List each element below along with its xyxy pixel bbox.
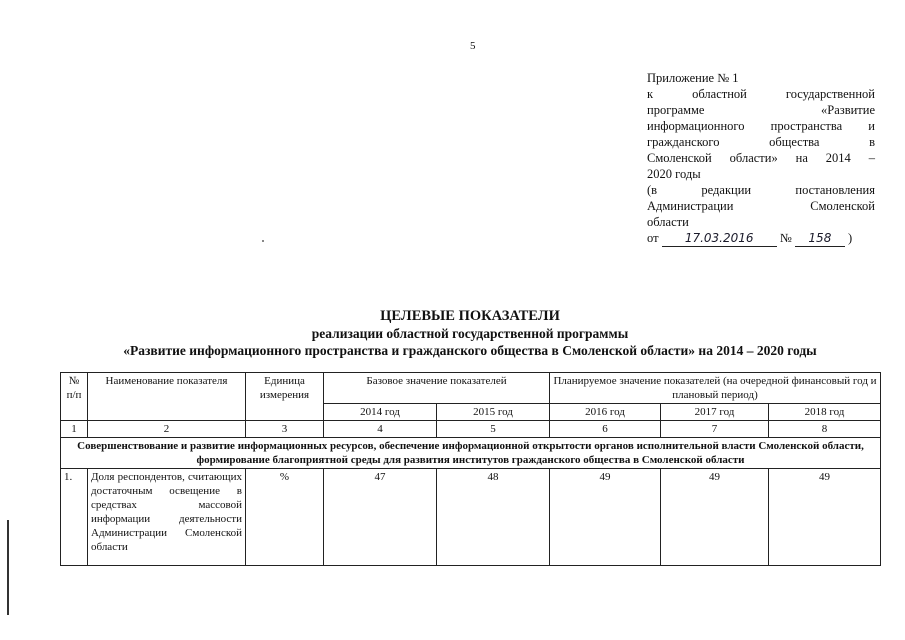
year-header: 2015 год bbox=[437, 404, 550, 421]
appendix-line: области bbox=[647, 215, 689, 229]
value-2017: 49 bbox=[661, 469, 769, 566]
year-header: 2016 год bbox=[550, 404, 661, 421]
column-number: 4 bbox=[324, 421, 437, 438]
page-number: 5 bbox=[470, 40, 476, 52]
header-planned: Планируемое значение показателей (на очередной финансовый год и плановый период) bbox=[550, 373, 881, 404]
appendix-line: к областной государственной bbox=[647, 87, 875, 101]
header-unit: Единица измерения bbox=[246, 373, 324, 421]
from-label: от bbox=[647, 231, 659, 245]
signature-line bbox=[647, 230, 875, 247]
column-number: 6 bbox=[550, 421, 661, 438]
handwritten-number: 158 bbox=[795, 230, 845, 247]
value-2015: 48 bbox=[437, 469, 550, 566]
appendix-line: Смоленской области» на 2014 – bbox=[647, 151, 875, 165]
appendix-line: (в редакции постановления bbox=[647, 183, 875, 197]
section-row bbox=[61, 438, 881, 469]
heading-title: ЦЕЛЕВЫЕ ПОКАЗАТЕЛИ bbox=[380, 308, 560, 324]
value-2016: 49 bbox=[550, 469, 661, 566]
value-2014: 47 bbox=[324, 469, 437, 566]
column-number: 3 bbox=[246, 421, 324, 438]
year-header: 2018 год bbox=[769, 404, 881, 421]
closing-paren: ) bbox=[848, 231, 853, 245]
handwritten-date: 17.03.2016 bbox=[662, 230, 777, 247]
column-number-row bbox=[61, 421, 881, 438]
year-header: 2017 год bbox=[661, 404, 769, 421]
appendix-block bbox=[647, 70, 875, 247]
appendix-line: программе «Развитие bbox=[647, 103, 875, 117]
column-number: 8 bbox=[769, 421, 881, 438]
column-number: 7 bbox=[661, 421, 769, 438]
appendix-line: гражданского общества в bbox=[647, 135, 875, 149]
header-name: Наименование показателя bbox=[88, 373, 246, 421]
column-number: 2 bbox=[88, 421, 246, 438]
header-num: № п/п bbox=[61, 373, 88, 421]
section-title: Совершенствование и развитие информационных ресурсов, обеспечение информационной открытости органов исполнительной власти Смоленской области, формирование благоприятной среды для развития институтов гражданского общества в Смоленской области bbox=[61, 438, 881, 469]
header-base: Базовое значение показателей bbox=[324, 373, 550, 404]
appendix-title: Приложение № 1 bbox=[647, 71, 739, 85]
indicators-table bbox=[60, 372, 881, 566]
number-label: № bbox=[779, 231, 792, 245]
heading-program-name: «Развитие информационного пространства и гражданского общества в Смоленской области» на 2014 – 2020 годы bbox=[123, 343, 817, 358]
row-num: 1. bbox=[61, 469, 88, 566]
table-header-row bbox=[61, 373, 881, 404]
appendix-line: информационного пространства и bbox=[647, 119, 875, 133]
appendix-line: 2020 годы bbox=[647, 167, 701, 181]
value-2018: 49 bbox=[769, 469, 881, 566]
appendix-line: Администрации Смоленской bbox=[647, 199, 875, 213]
heading-subtitle: реализации областной государственной программы bbox=[311, 326, 629, 341]
indicator-unit: % bbox=[246, 469, 324, 566]
indicator-name: Доля респондентов, считающих достаточным освещение в средствах массовой информации деятельности Администрации Смоленской области bbox=[88, 469, 246, 566]
document-heading bbox=[60, 308, 880, 359]
scan-edge-line bbox=[7, 520, 9, 615]
table-row bbox=[61, 469, 881, 566]
column-number: 1 bbox=[61, 421, 88, 438]
scan-speck bbox=[262, 240, 264, 242]
year-header: 2014 год bbox=[324, 404, 437, 421]
column-number: 5 bbox=[437, 421, 550, 438]
